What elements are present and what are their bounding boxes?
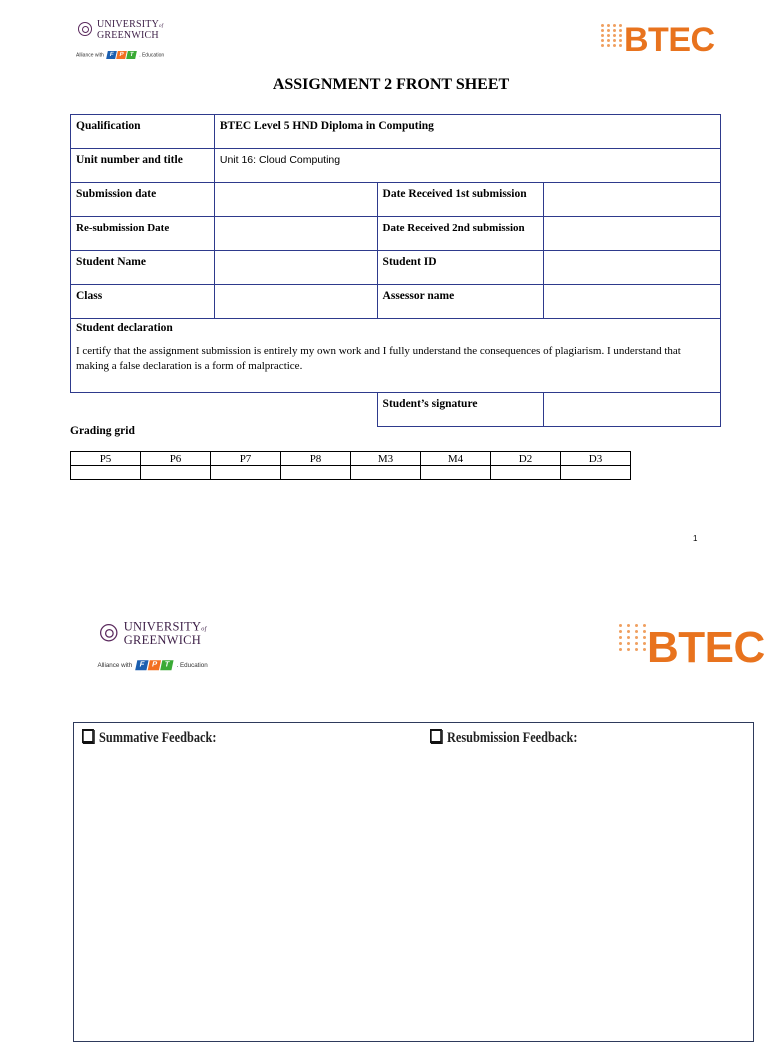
grade-header: P5 [71, 452, 141, 466]
grade-header: M4 [421, 452, 491, 466]
fpt-logo [136, 660, 174, 670]
declaration-label: Student declaration [76, 322, 173, 334]
btec-logo: BTEC [624, 21, 715, 59]
education-text: . Education [139, 52, 165, 59]
checkbox-icon[interactable] [82, 729, 94, 743]
grade-header: D3 [561, 452, 631, 466]
alliance-text: Alliance with [76, 52, 104, 59]
grade-cell[interactable] [561, 466, 631, 480]
fpt-logo [107, 51, 137, 59]
unit-value: Unit 16: Cloud Computing [214, 149, 720, 183]
grade-cell[interactable] [211, 466, 281, 480]
resubmission-date-label: Re-submission Date [71, 217, 215, 251]
btec-dots-icon [619, 624, 648, 651]
university-name-line2: GREENWICH [97, 30, 159, 41]
greenwich-crest-icon [78, 22, 92, 36]
signature-field[interactable] [544, 393, 721, 427]
grading-grid-label: Grading grid [70, 425, 135, 437]
university-name-line2: GREENWICH [123, 634, 201, 648]
summative-feedback-option[interactable] [82, 729, 216, 747]
grading-header-row [71, 452, 631, 466]
date-received-2-label: Date Received 2nd submission [377, 217, 544, 251]
unit-label: Unit number and title [71, 149, 215, 183]
declaration-text: I certify that the assignment submission is entirely my own work and I fully understand the consequences of plagiarism. I understand that making a false declaration is a form of malpractice. [76, 345, 681, 372]
fpt-letter: F [106, 51, 117, 59]
date-received-2-field[interactable] [544, 217, 721, 251]
grade-cell[interactable] [421, 466, 491, 480]
fpt-letter: T [126, 51, 137, 59]
grading-grid [70, 451, 631, 480]
date-received-1-label: Date Received 1st submission [377, 183, 544, 217]
student-name-label: Student Name [71, 251, 215, 285]
university-of: of [201, 626, 207, 633]
student-declaration-cell [71, 319, 721, 393]
grade-cell[interactable] [281, 466, 351, 480]
resubmission-feedback-label: Resubmission Feedback: [447, 730, 578, 746]
qualification-label: Qualification [71, 115, 215, 149]
assessor-field[interactable] [544, 285, 721, 319]
fpt-letter: P [116, 51, 127, 59]
page-title: ASSIGNMENT 2 FRONT SHEET [272, 76, 510, 93]
grade-cell[interactable] [491, 466, 561, 480]
grade-header: P7 [211, 452, 281, 466]
grade-header: D2 [491, 452, 561, 466]
student-id-field[interactable] [544, 251, 721, 285]
education-text: . Education [176, 661, 208, 670]
page-number: 1 [693, 534, 698, 543]
signature-spacer [71, 393, 378, 427]
grade-cell[interactable] [141, 466, 211, 480]
grade-cell[interactable] [351, 466, 421, 480]
grade-cell[interactable] [71, 466, 141, 480]
grade-header: P8 [281, 452, 351, 466]
university-of: of [159, 24, 164, 29]
alliance-text: Alliance with [97, 661, 133, 670]
front-sheet-table [70, 114, 721, 427]
btec-logo: BTEC [647, 623, 765, 672]
checkbox-icon[interactable] [430, 729, 442, 743]
student-id-label: Student ID [377, 251, 544, 285]
submission-date-label: Submission date [71, 183, 215, 217]
grade-header: P6 [141, 452, 211, 466]
resubmission-feedback-option[interactable] [430, 729, 577, 747]
class-field[interactable] [214, 285, 377, 319]
assessor-label: Assessor name [377, 285, 544, 319]
greenwich-crest-icon [100, 624, 118, 642]
submission-date-field[interactable] [214, 183, 377, 217]
qualification-value: BTEC Level 5 HND Diploma in Computing [214, 115, 720, 149]
summative-feedback-label: Summative Feedback: [99, 730, 217, 746]
fpt-letter: F [135, 660, 148, 670]
date-received-1-field[interactable] [544, 183, 721, 217]
university-name-line1: UNIVERSITY [123, 620, 202, 634]
signature-label: Student’s signature [377, 393, 544, 427]
feedback-box [73, 722, 754, 1042]
fpt-letter: P [148, 660, 161, 670]
grading-value-row [71, 466, 631, 480]
btec-dots-icon [601, 24, 623, 47]
grade-header: M3 [351, 452, 421, 466]
student-name-field[interactable] [214, 251, 377, 285]
class-label: Class [71, 285, 215, 319]
fpt-alliance-line [98, 660, 208, 670]
fpt-alliance-line [76, 51, 164, 59]
fpt-letter: T [160, 660, 173, 670]
resubmission-date-field[interactable] [214, 217, 377, 251]
university-name-line1: UNIVERSITY [97, 19, 159, 30]
